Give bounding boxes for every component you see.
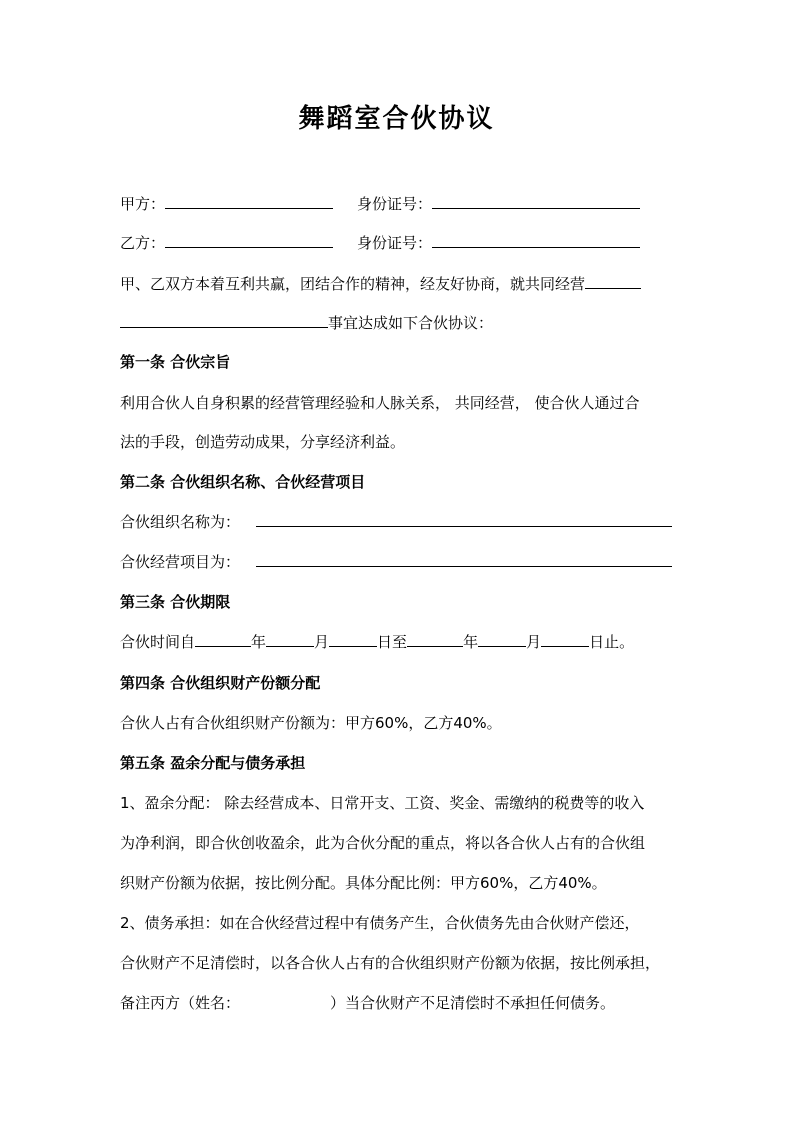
article1-heading: 第一条 合伙宗旨 xyxy=(120,353,231,371)
day-to-label: 日至 xyxy=(377,633,408,651)
intro-text-1: 甲、乙双方本着互利共赢，团结合作的精神，经友好协商，就共同经营 xyxy=(120,275,586,293)
party-a-id-label: 身份证号： xyxy=(357,195,433,213)
article3-heading: 第三条 合伙期限 xyxy=(120,593,231,611)
party-b-id-blank xyxy=(432,233,640,248)
party-b-line xyxy=(120,233,680,253)
day-end-label: 日止。 xyxy=(589,633,635,651)
project-blank xyxy=(256,552,672,567)
business-blank-1 xyxy=(585,274,641,289)
party-b-id-label: 身份证号： xyxy=(357,234,433,252)
end-month-blank xyxy=(478,632,526,647)
debt-note-prefix: 备注丙方（姓名： xyxy=(120,994,241,1012)
debt-text-2: 合伙财产不足清偿时，以各合伙人占有的合伙组织财产份额为依据，按比例承担， xyxy=(120,954,661,972)
org-name-label: 合伙组织名称为： xyxy=(120,513,241,531)
article5-heading: 第五条 盈余分配与债务承担 xyxy=(120,754,306,772)
intro-text-2: 事宜达成如下合伙协议： xyxy=(328,314,494,332)
party-b-label: 乙方： xyxy=(120,234,166,252)
term-start-label: 合伙时间自 xyxy=(120,633,196,651)
month-label: 月 xyxy=(314,633,330,651)
article4-heading: 第四条 合伙组织财产份额分配 xyxy=(120,674,321,692)
start-year-blank xyxy=(195,632,251,647)
business-blank-2 xyxy=(120,313,328,328)
term-line xyxy=(120,632,680,652)
debt-text-1: 2、债务承担：如在合伙经营过程中有债务产生，合伙债务先由合伙财产偿还， xyxy=(120,914,640,932)
intro-line-1 xyxy=(120,274,680,294)
project-label: 合伙经营项目为： xyxy=(120,553,241,571)
profit-text-3: 织财产份额为依据，按比例分配。具体分配比例：甲方60%，乙方40%。 xyxy=(120,874,607,892)
debt-note-suffix: ）当合伙财产不足清偿时不承担任何债务。 xyxy=(330,994,616,1012)
start-month-blank xyxy=(266,632,314,647)
article1-text-2: 法的手段，创造劳动成果，分享经济利益。 xyxy=(120,433,406,451)
intro-line-2 xyxy=(120,313,680,333)
end-day-blank xyxy=(541,632,589,647)
year-label: 年 xyxy=(251,633,267,651)
party-b-name-blank xyxy=(165,233,333,248)
start-day-blank xyxy=(329,632,377,647)
party-a-line xyxy=(120,194,680,214)
project-line xyxy=(120,552,680,572)
party-a-name-blank xyxy=(165,194,333,209)
year2-label: 年 xyxy=(463,633,479,651)
debt-text-3 xyxy=(120,993,680,1013)
end-year-blank xyxy=(407,632,463,647)
party-a-id-blank xyxy=(432,194,640,209)
article4-text: 合伙人占有合伙组织财产份额为：甲方60%，乙方40%。 xyxy=(120,714,502,732)
month2-label: 月 xyxy=(526,633,542,651)
party-a-label: 甲方： xyxy=(120,195,166,213)
profit-text-1: 1、盈余分配： 除去经营成本、日常开支、工资、奖金、需缴纳的税费等的收入 xyxy=(120,794,645,812)
article2-heading: 第二条 合伙组织名称、合伙经营项目 xyxy=(120,473,366,491)
org-name-line xyxy=(120,512,680,532)
org-name-blank xyxy=(256,512,672,527)
profit-text-2: 为净利润，即合伙创收盈余，此为合伙分配的重点，将以各合伙人占有的合伙组 xyxy=(120,834,646,852)
document-title: 舞蹈室合伙协议 xyxy=(298,104,495,134)
article1-text-1: 利用合伙人自身积累的经营管理经验和人脉关系， 共同经营， 使合伙人通过合 xyxy=(120,394,640,412)
